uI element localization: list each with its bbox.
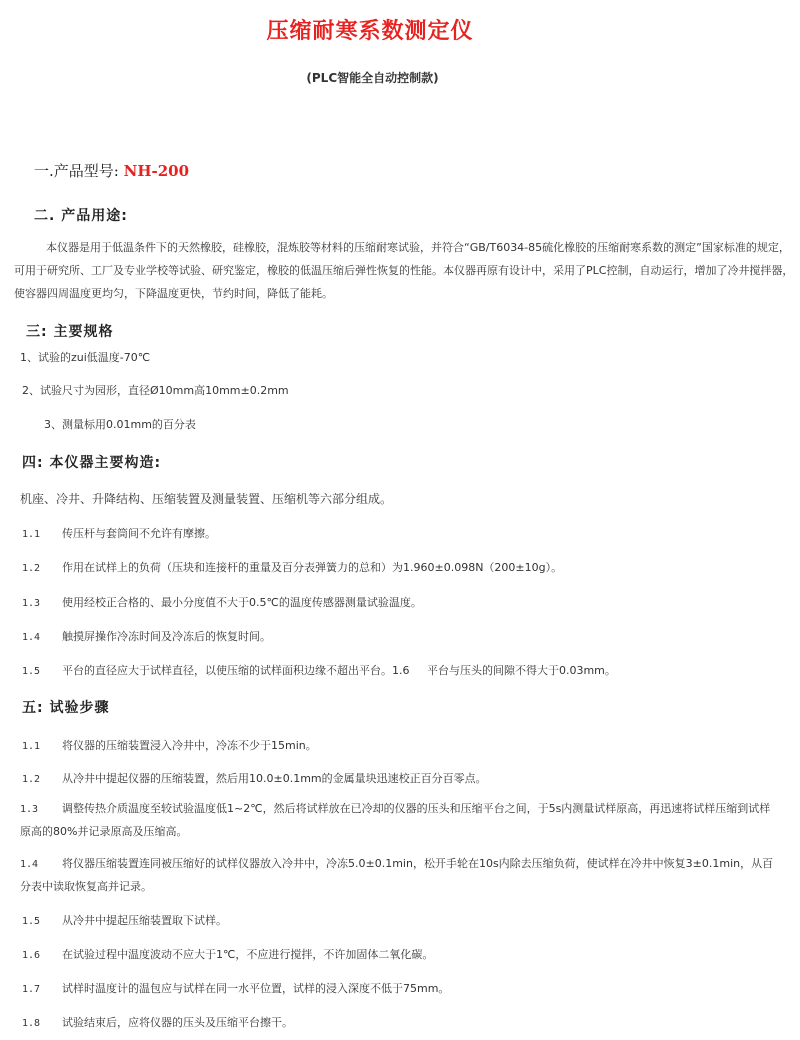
step-text: 在试验过程中温度波动不应大于1℃，不应进行搅拌，不许加固体二氧化碳。	[62, 948, 434, 961]
item-text: 平台的直径应大于试样直径，以使压缩的试样面积边缘不超出平台。1.6 平台与压头的间隙不得大于0.03mm。	[62, 664, 616, 677]
section-model	[34, 160, 189, 181]
section-specs-heading: 三: 主要规格	[26, 324, 114, 340]
structure-item	[22, 662, 616, 678]
section-model-heading: 一.产品型号:	[34, 162, 119, 180]
step-number: 1.5	[22, 916, 41, 927]
item-text: 作用在试样上的负荷（压块和连接杆的重量及百分表弹簧力的总和）为1.960±0.098N（200±10g）。	[62, 561, 563, 574]
item-number: 1.5	[22, 666, 41, 677]
page-title: 压缩耐寒系数测定仪	[266, 18, 474, 44]
section-structure-heading: 四: 本仪器主要构造:	[22, 455, 162, 471]
spec-item: 2、试验尺寸为园形，直径Ø10mm高10mm±0.2mm	[22, 384, 289, 397]
structure-item	[22, 559, 562, 575]
step-item	[22, 912, 227, 928]
step-text: 试样时温度计的温包应与试样在同一水平位置，试样的浸入深度不低于75mm。	[62, 982, 450, 995]
section-usage-heading: 二. 产品用途:	[34, 208, 128, 224]
spec-item: 1、试验的zui低温度-70℃	[20, 351, 151, 364]
step-item	[22, 770, 487, 786]
step-text: 从冷井中提起仪器的压缩装置，然后用10.0±0.1mm的金属量块迅速校正百分百零点。	[62, 772, 487, 785]
item-number: 1.3	[22, 598, 41, 609]
structure-item	[22, 594, 422, 610]
step-text: 将仪器压缩装置连同被压缩好的试样仪器放入冷井中，冷冻5.0±0.1min，松开手轮在10s内除去压缩负荷，使试样在冷井中恢复3±0.1min，从百分表中读取恢复高并记录。	[20, 857, 774, 893]
step-item	[22, 980, 449, 996]
structure-item	[22, 525, 216, 541]
section-steps-heading: 五: 试验步骤	[22, 700, 110, 716]
step-number: 1.6	[22, 950, 41, 961]
step-text: 调整传热介质温度至较试验温度低1~2℃，然后将试样放在已冷却的仪器的压头和压缩平台之间，于5s内测量试样原高，再迅速将试样压缩到试样原高的80%并记录原高及压缩高。	[20, 802, 771, 838]
item-text: 使用经校正合格的、最小分度值不大于0.5℃的温度传感器测量试验温度。	[62, 596, 422, 609]
step-number: 1.8	[22, 1018, 41, 1029]
step-text: 从冷井中提起压缩装置取下试样。	[62, 914, 227, 927]
page-subtitle: (PLC智能全自动控制款)	[306, 71, 439, 85]
structure-item	[22, 628, 271, 644]
step-text: 试验结束后，应将仪器的压头及压缩平台擦干。	[62, 1016, 293, 1029]
step-item	[20, 798, 780, 843]
item-text: 传压杆与套筒间不允许有摩擦。	[62, 527, 216, 540]
spec-item: 3、测量标用0.01mm的百分表	[44, 418, 196, 431]
step-item	[22, 946, 433, 962]
item-number: 1.4	[22, 632, 41, 643]
step-item	[22, 1014, 293, 1030]
item-number: 1.1	[22, 529, 41, 540]
step-number: 1.4	[20, 859, 39, 870]
step-number: 1.7	[22, 984, 41, 995]
step-number: 1.1	[22, 741, 41, 752]
step-number: 1.2	[22, 774, 41, 785]
item-text: 触摸屏操作冷冻时间及冷冻后的恢复时间。	[62, 630, 271, 643]
step-item	[20, 853, 780, 898]
item-number: 1.2	[22, 563, 41, 574]
step-item	[22, 737, 317, 753]
step-number: 1.3	[20, 804, 39, 815]
structure-intro: 机座、冷井、升降结构、压缩装置及测量装置、压缩机等六部分组成。	[20, 492, 393, 506]
product-model: NH-200	[123, 162, 190, 180]
section-usage-text: 本仪器是用于低温条件下的天然橡胶，硅橡胶，混炼胶等材料的压缩耐寒试验，并符合“GB/T6034-85硫化橡胶的压缩耐寒系数的测定”国家标准的规定，可用于研究所、工厂及专业学校等试验、研究鉴定，橡胶的低温压缩后弹性恢复的性能。本仪器再原有设计中，采用了PLC控制，自动运行，增加了冷井搅拌器，使容器四周温度更均匀，下降温度更快，节约时间，降低了能耗。	[14, 241, 794, 300]
step-text: 将仪器的压缩装置浸入冷井中，冷冻不少于15min。	[62, 739, 317, 752]
